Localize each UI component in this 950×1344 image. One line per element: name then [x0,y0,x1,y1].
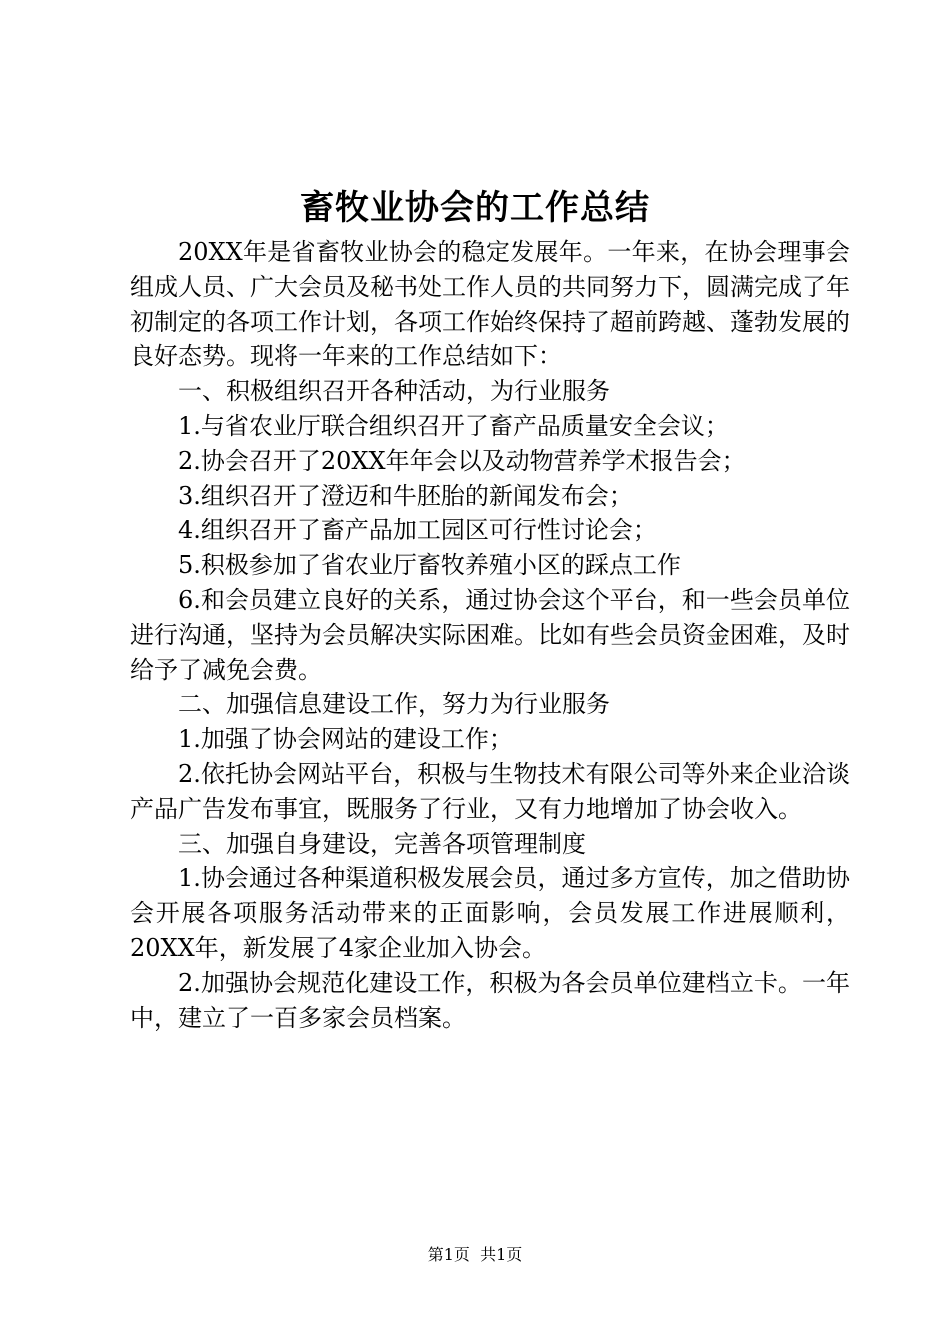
list-item: 1.加强了协会网站的建设工作； [178,725,513,754]
page-footer [0,1243,950,1267]
list-item: 6.和会员建立良好的关系，通过协会这个平台，和一些会员单位进行沟通，坚持为会员解决实际困难。比如有些会员资金困难，及时给予了减免会费。 [130,585,850,684]
section-heading-1: 一、积极组织召开各种活动，为行业服务 [178,377,610,406]
section-heading-2: 二、加强信息建设工作，努力为行业服务 [178,690,610,719]
list-item: 4.组织召开了畜产品加工园区可行性讨论会； [178,516,657,545]
document-body [130,235,850,1035]
list-item: 1.与省农业厅联合组织召开了畜产品质量安全会议； [178,411,729,440]
list-item: 1.协会通过各种渠道积极发展会员，通过多方宣传，加之借助协会开展各项服务活动带来的正面影响，会员发展工作进展顺利，20XX年，新发展了4家企业加入协会。 [130,864,850,962]
page-number-total: 共1页 [480,1245,523,1264]
list-item: 2.依托协会网站平台，积极与生物技术有限公司等外来企业洽谈产品广告发布事宜，既服务了行业，又有力地增加了协会收入。 [130,759,850,823]
list-item: 5.积极参加了省农业厅畜牧养殖小区的踩点工作 [178,551,681,580]
page-number-current: 第1页 [427,1245,470,1264]
list-item: 3.组织召开了澄迈和牛胚胎的新闻发布会； [178,481,633,510]
list-item: 2.协会召开了20XX年年会以及动物营养学术报告会； [178,446,746,475]
document-title: 畜牧业协会的工作总结 [300,188,650,228]
list-item: 2.加强协会规范化建设工作，积极为各会员单位建档立卡。一年中，建立了一百多家会员档案。 [130,968,850,1032]
footer-separator [470,1245,480,1264]
paragraph-intro: 20XX年是省畜牧业协会的稳定发展年。一年来，在协会理事会组成人员、广大会员及秘书处工作人员的共同努力下，圆满完成了年初制定的各项工作计划，各项工作始终保持了超前跨越、蓬勃发展的良好态势。现将一年来的工作总结如下： [130,238,850,371]
section-heading-3: 三、加强自身建设，完善各项管理制度 [178,829,586,858]
